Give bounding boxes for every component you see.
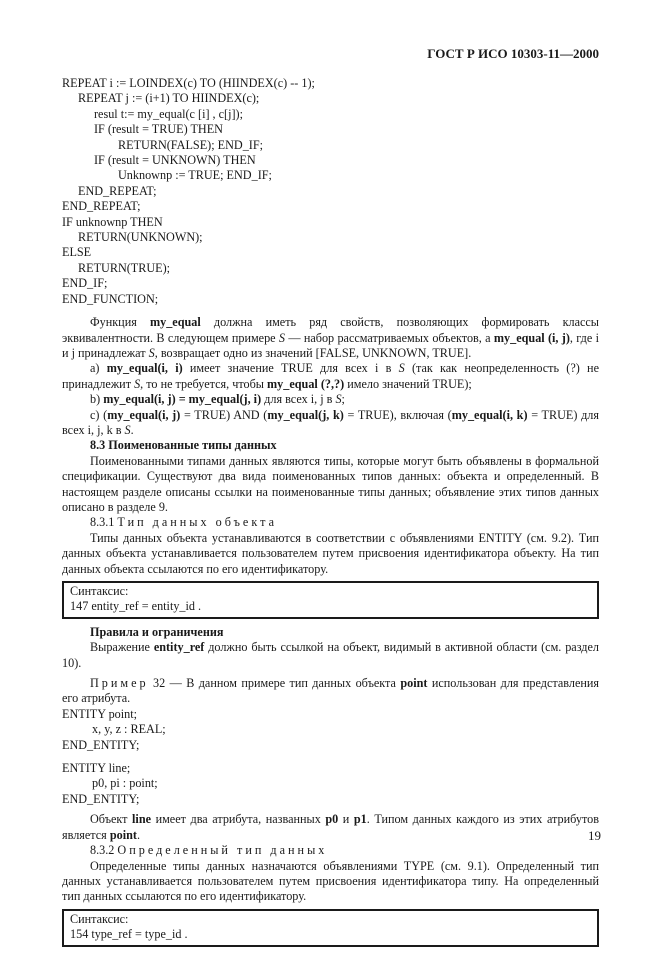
equivalence-paragraph: Функция my_equal должна иметь ряд свойств, позволяющих формировать классы эквивалентности. В следующем примере S — набор рассматриваемых объектов, а my_equal (i, j), где i и j принадлежат S, возвращает одно из значений [FALSE, UNKNOWN, TRUE]. [62, 315, 599, 360]
property-item-c: c) (my_equal(i, j) = TRUE) AND (my_equal(j, k) = TRUE), включая (my_equal(i, k) = TRUE) для всех i, j, k в S. [62, 407, 599, 437]
example-paragraph: Пример 32 — В данном примере тип данных объекта point использован для представления его атрибута. [62, 676, 600, 706]
section-8-3-text: Поименованными типами данных являются типы, которые могут быть объявлены в формальной спецификации. Существуют два вида поименованных типов данных: объекта и определенный. В настоящем разделе описаны ссылки на поименованные типы данных; объявление этих типов данных описано в разделе 9. [62, 453, 599, 514]
syntax-box-type-ref [62, 909, 599, 947]
section-8-3-1-heading: 8.3.1 Тип данных объекта [90, 515, 277, 530]
property-item-b: b) my_equal(i, j) = my_equal(j, i) для всех i, j в S; [90, 392, 345, 407]
property-item-a: a) my_equal(i, i) имеет значение TRUE для всех i в S (так как неопределенность (?) не принадлежит S, то не требуется, чтобы my_equal (?,?) имело значений TRUE); [62, 361, 599, 391]
section-8-3-2-heading: 8.3.2 Определенный тип данных [90, 843, 328, 858]
code-line: RETURN(UNKNOWN); [78, 230, 203, 245]
code-line: END_FUNCTION; [62, 291, 159, 306]
syntax-rule: 154 type_ref = type_id . [70, 927, 188, 942]
code-line: ENTITY point; [62, 706, 138, 721]
section-8-3-1-text: Типы данных объекта устанавливаются в соответствии с объявлениями ENTITY (см. 9.2). Тип данных объекта устанавливается пользователем путем присвоения идентификатора объекту. На тип данных объекта ссылаются по его идентификатору. [62, 530, 599, 576]
rules-text: Выражение entity_ref должно быть ссылкой на объект, видимый в активной области (см. раздел 10). [62, 640, 599, 670]
section-8-3-2-text: Определенные типы данных назначаются объявлениями TYPE (см. 9.1). Определенный тип данных устанавливается пользователем путем присвоения идентификатора типу. На определенный тип данных ссылаются по его идентификатору. [62, 858, 599, 904]
code-line: resul t:= my_equal(c [i] , c[j]); [94, 106, 244, 121]
standard-header: ГОСТ Р ИСО 10303-11—2000 [427, 46, 599, 61]
rules-heading: Правила и ограничения [90, 624, 224, 639]
code-line: END_REPEAT; [62, 199, 141, 214]
code-line: x, y, z : REAL; [92, 722, 166, 737]
syntax-label: Синтаксис: [70, 911, 129, 926]
code-line: REPEAT j := (i+1) TO HIINDEX(c); [78, 91, 260, 106]
code-line: IF unknownp THEN [62, 214, 163, 229]
entity-line-code [62, 761, 599, 807]
code-line: p0, pi : point; [92, 776, 158, 791]
code-line: REPEAT i := LOINDEX(c) TO (HIINDEX(c) -- 1); [62, 76, 315, 90]
code-line: RETURN(FALSE); END_IF; [118, 137, 264, 152]
line-attributes-paragraph: Объект line имеет два атрибута, названных p0 и p1. Типом данных каждого из этих атрибутов является point. [62, 812, 599, 842]
code-line: Unknownp := TRUE; END_IF; [118, 168, 272, 183]
entity-point-code [62, 707, 599, 753]
syntax-rule: 147 entity_ref = entity_id . [70, 599, 202, 614]
function-code-block [62, 76, 599, 307]
code-line: RETURN(TRUE); [78, 260, 171, 275]
page-content [62, 76, 599, 953]
code-line: END_ENTITY; [62, 737, 140, 752]
code-line: END_REPEAT; [78, 183, 157, 198]
code-line: ENTITY line; [62, 761, 131, 776]
code-line: END_ENTITY; [62, 791, 140, 806]
code-line: IF (result = TRUE) THEN [94, 122, 223, 137]
code-line: ELSE [62, 245, 92, 260]
section-8-3-heading: 8.3 Поименованные типы данных [90, 438, 277, 453]
code-line: END_IF; [62, 276, 108, 291]
syntax-label: Синтаксис: [70, 584, 129, 598]
code-line: IF (result = UNKNOWN) THEN [94, 153, 256, 168]
syntax-box-entity-ref [62, 581, 599, 619]
page-number: 19 [588, 828, 601, 843]
